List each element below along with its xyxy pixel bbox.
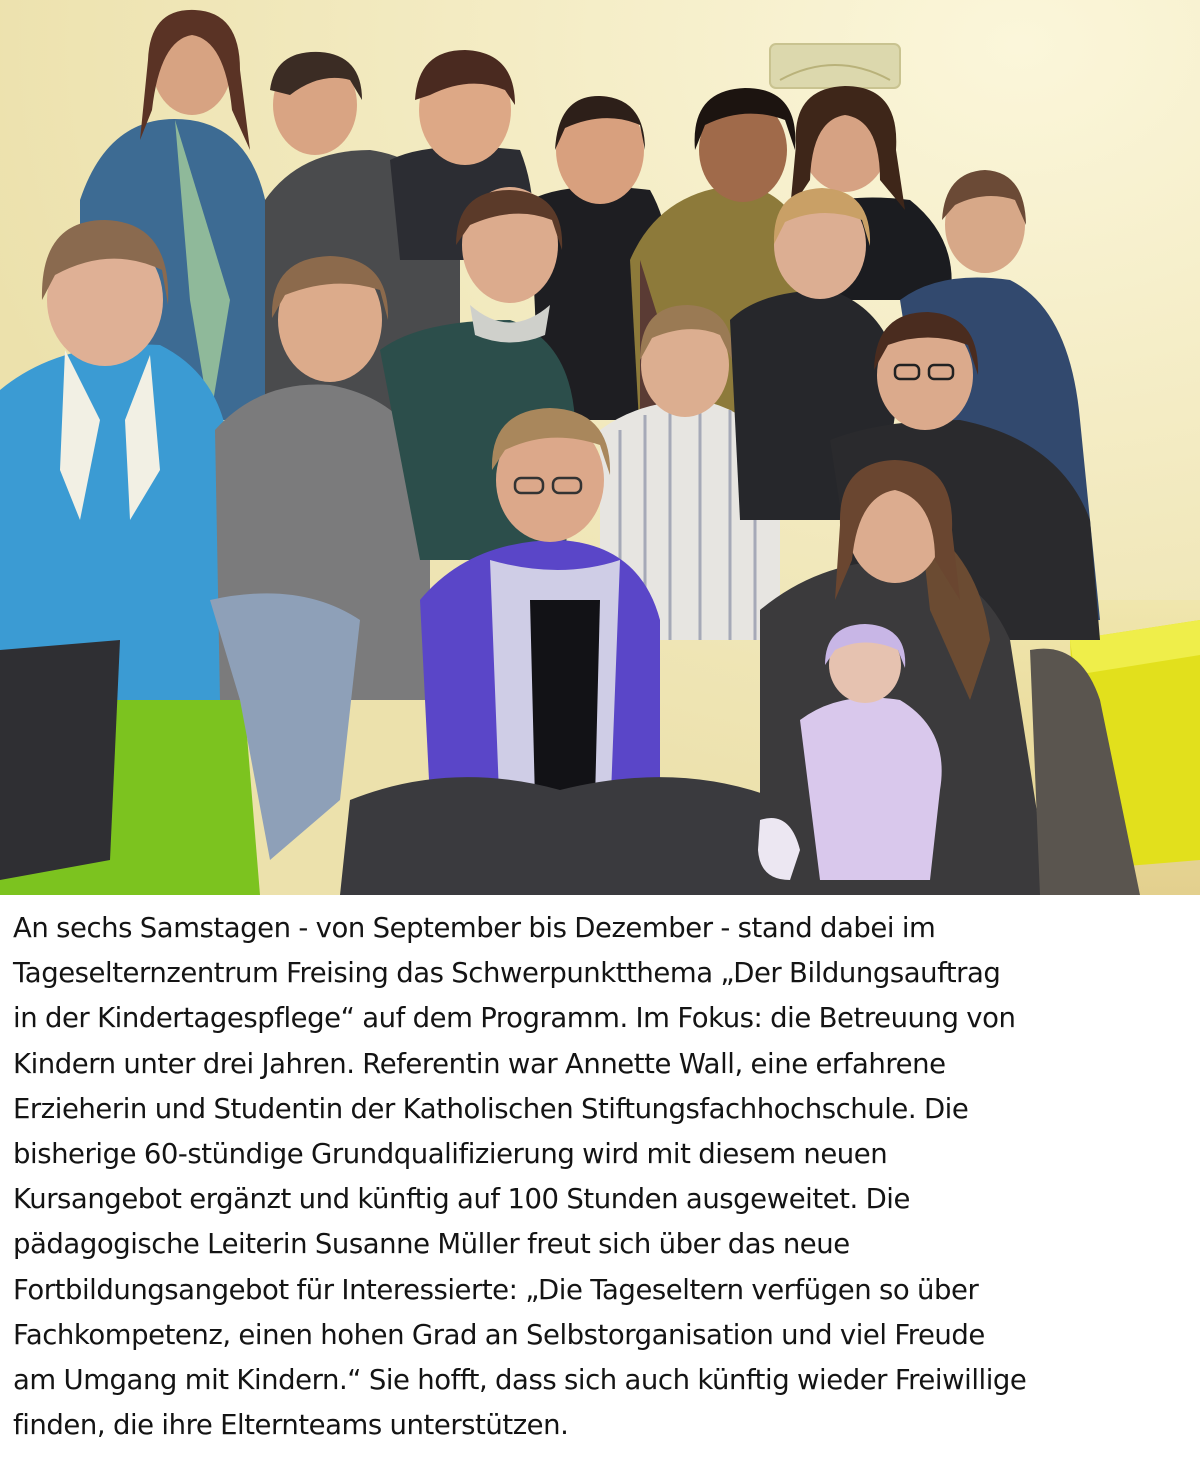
caption-line: Erzieherin und Studentin der Katholischen Stiftungsfachhochschule. Die: [13, 1092, 969, 1125]
caption-line: Kindern unter drei Jahren. Referentin war Annette Wall, eine erfahrene: [13, 1047, 946, 1080]
caption-line: An sechs Samstagen - von September bis Dezember - stand dabei im: [13, 912, 936, 944]
caption-line: in der Kindertagespflege“ auf dem Programm. Im Fokus: die Betreuung von: [13, 1002, 1016, 1035]
caption-line: Kursangebot ergänzt und künftig auf 100 Stunden ausgeweitet. Die: [13, 1183, 910, 1216]
caption-line: Tageselternzentrum Freising das Schwerpunktthema „Der Bildungsauftrag: [13, 957, 1001, 990]
caption-line: Fortbildungsangebot für Interessierte: „Die Tageseltern verfügen so über: [13, 1273, 979, 1306]
caption-line: bisherige 60-stündige Grundqualifizierung wird mit diesem neuen: [13, 1138, 888, 1171]
caption-line: pädagogische Leiterin Susanne Müller freut sich über das neue: [13, 1228, 850, 1261]
wall-lamp: [770, 44, 900, 88]
caption-line: finden, die ihre Elternteams unterstützen.: [13, 1409, 569, 1442]
photo-caption: [13, 906, 1197, 1461]
caption-line: Fachkompetenz, einen hohen Grad an Selbstorganisation und viel Freude: [13, 1318, 985, 1351]
caption-line: am Umgang mit Kindern.“ Sie hofft, dass sich auch künftig wieder Freiwillige: [13, 1364, 1027, 1397]
